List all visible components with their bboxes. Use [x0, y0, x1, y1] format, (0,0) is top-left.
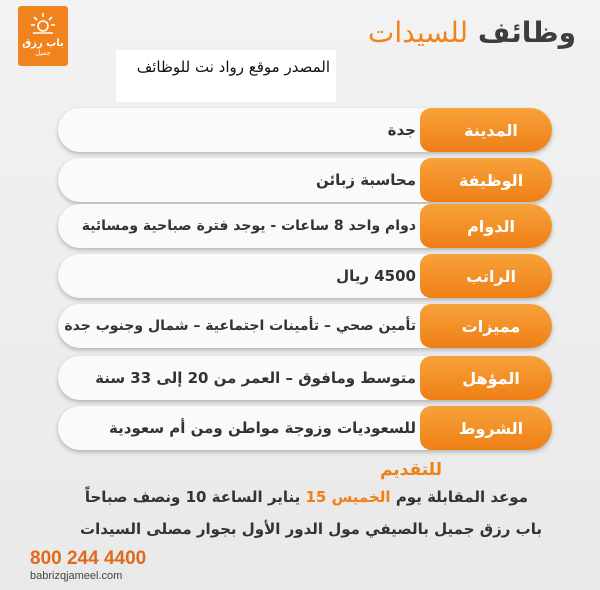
row-label: مميزات [430, 304, 552, 348]
row-shift [58, 204, 552, 248]
page-title [368, 16, 576, 49]
row-label: المدينة [430, 108, 552, 152]
interview-location-line: باب رزق جميل بالصيفي مول الدور الأول بجوار مصلى السيدات [80, 520, 542, 538]
sun-icon [30, 11, 56, 37]
brand-logo [18, 6, 68, 66]
row-label: الدوام [430, 204, 552, 248]
row-conditions [58, 406, 552, 450]
website-text: babrizqjameel.com [30, 570, 123, 582]
logo-sub-text: جميل [35, 49, 51, 57]
row-value: دوام واحد 8 ساعات - يوجد فترة صباحية ومسائية [81, 218, 416, 234]
row-label: الوظيفة [430, 158, 552, 202]
row-job [58, 158, 552, 202]
row-label: الشروط [430, 406, 552, 450]
row-label: المؤهل [430, 356, 552, 400]
row-value: 4500 ريال [336, 267, 416, 285]
row-benefits [58, 304, 552, 348]
apply-heading: للتقديم [379, 460, 442, 480]
interview-date-end: يناير الساعة 10 ونصف صباحاً [84, 488, 301, 506]
row-value: متوسط ومافوق – العمر من 20 إلى 33 سنة [95, 369, 416, 387]
source-note: المصدر موقع رواد نت للوظائف [116, 50, 336, 102]
phone-number: 800 244 4400 [30, 548, 147, 569]
row-value: محاسبة زبائن [316, 171, 416, 189]
row-value: جدة [387, 121, 416, 139]
interview-date-highlight: الخميس 15 [305, 488, 391, 506]
row-qualification [58, 356, 552, 400]
interview-date-line [85, 488, 528, 506]
logo-brand-text: باب رزق [22, 38, 64, 49]
row-value: تأمين صحي – تأمينات اجتماعية – شمال وجنوب جدة [64, 318, 416, 334]
row-salary [58, 254, 552, 298]
interview-date-start: موعد المقابلة يوم [395, 488, 528, 506]
row-city [58, 108, 552, 152]
row-value: للسعوديات وزوجة مواطن ومن أم سعودية [109, 419, 416, 437]
row-label: الراتب [430, 254, 552, 298]
title-part-jobs: وظائف [477, 16, 576, 49]
title-part-women: للسيدات [368, 16, 469, 49]
